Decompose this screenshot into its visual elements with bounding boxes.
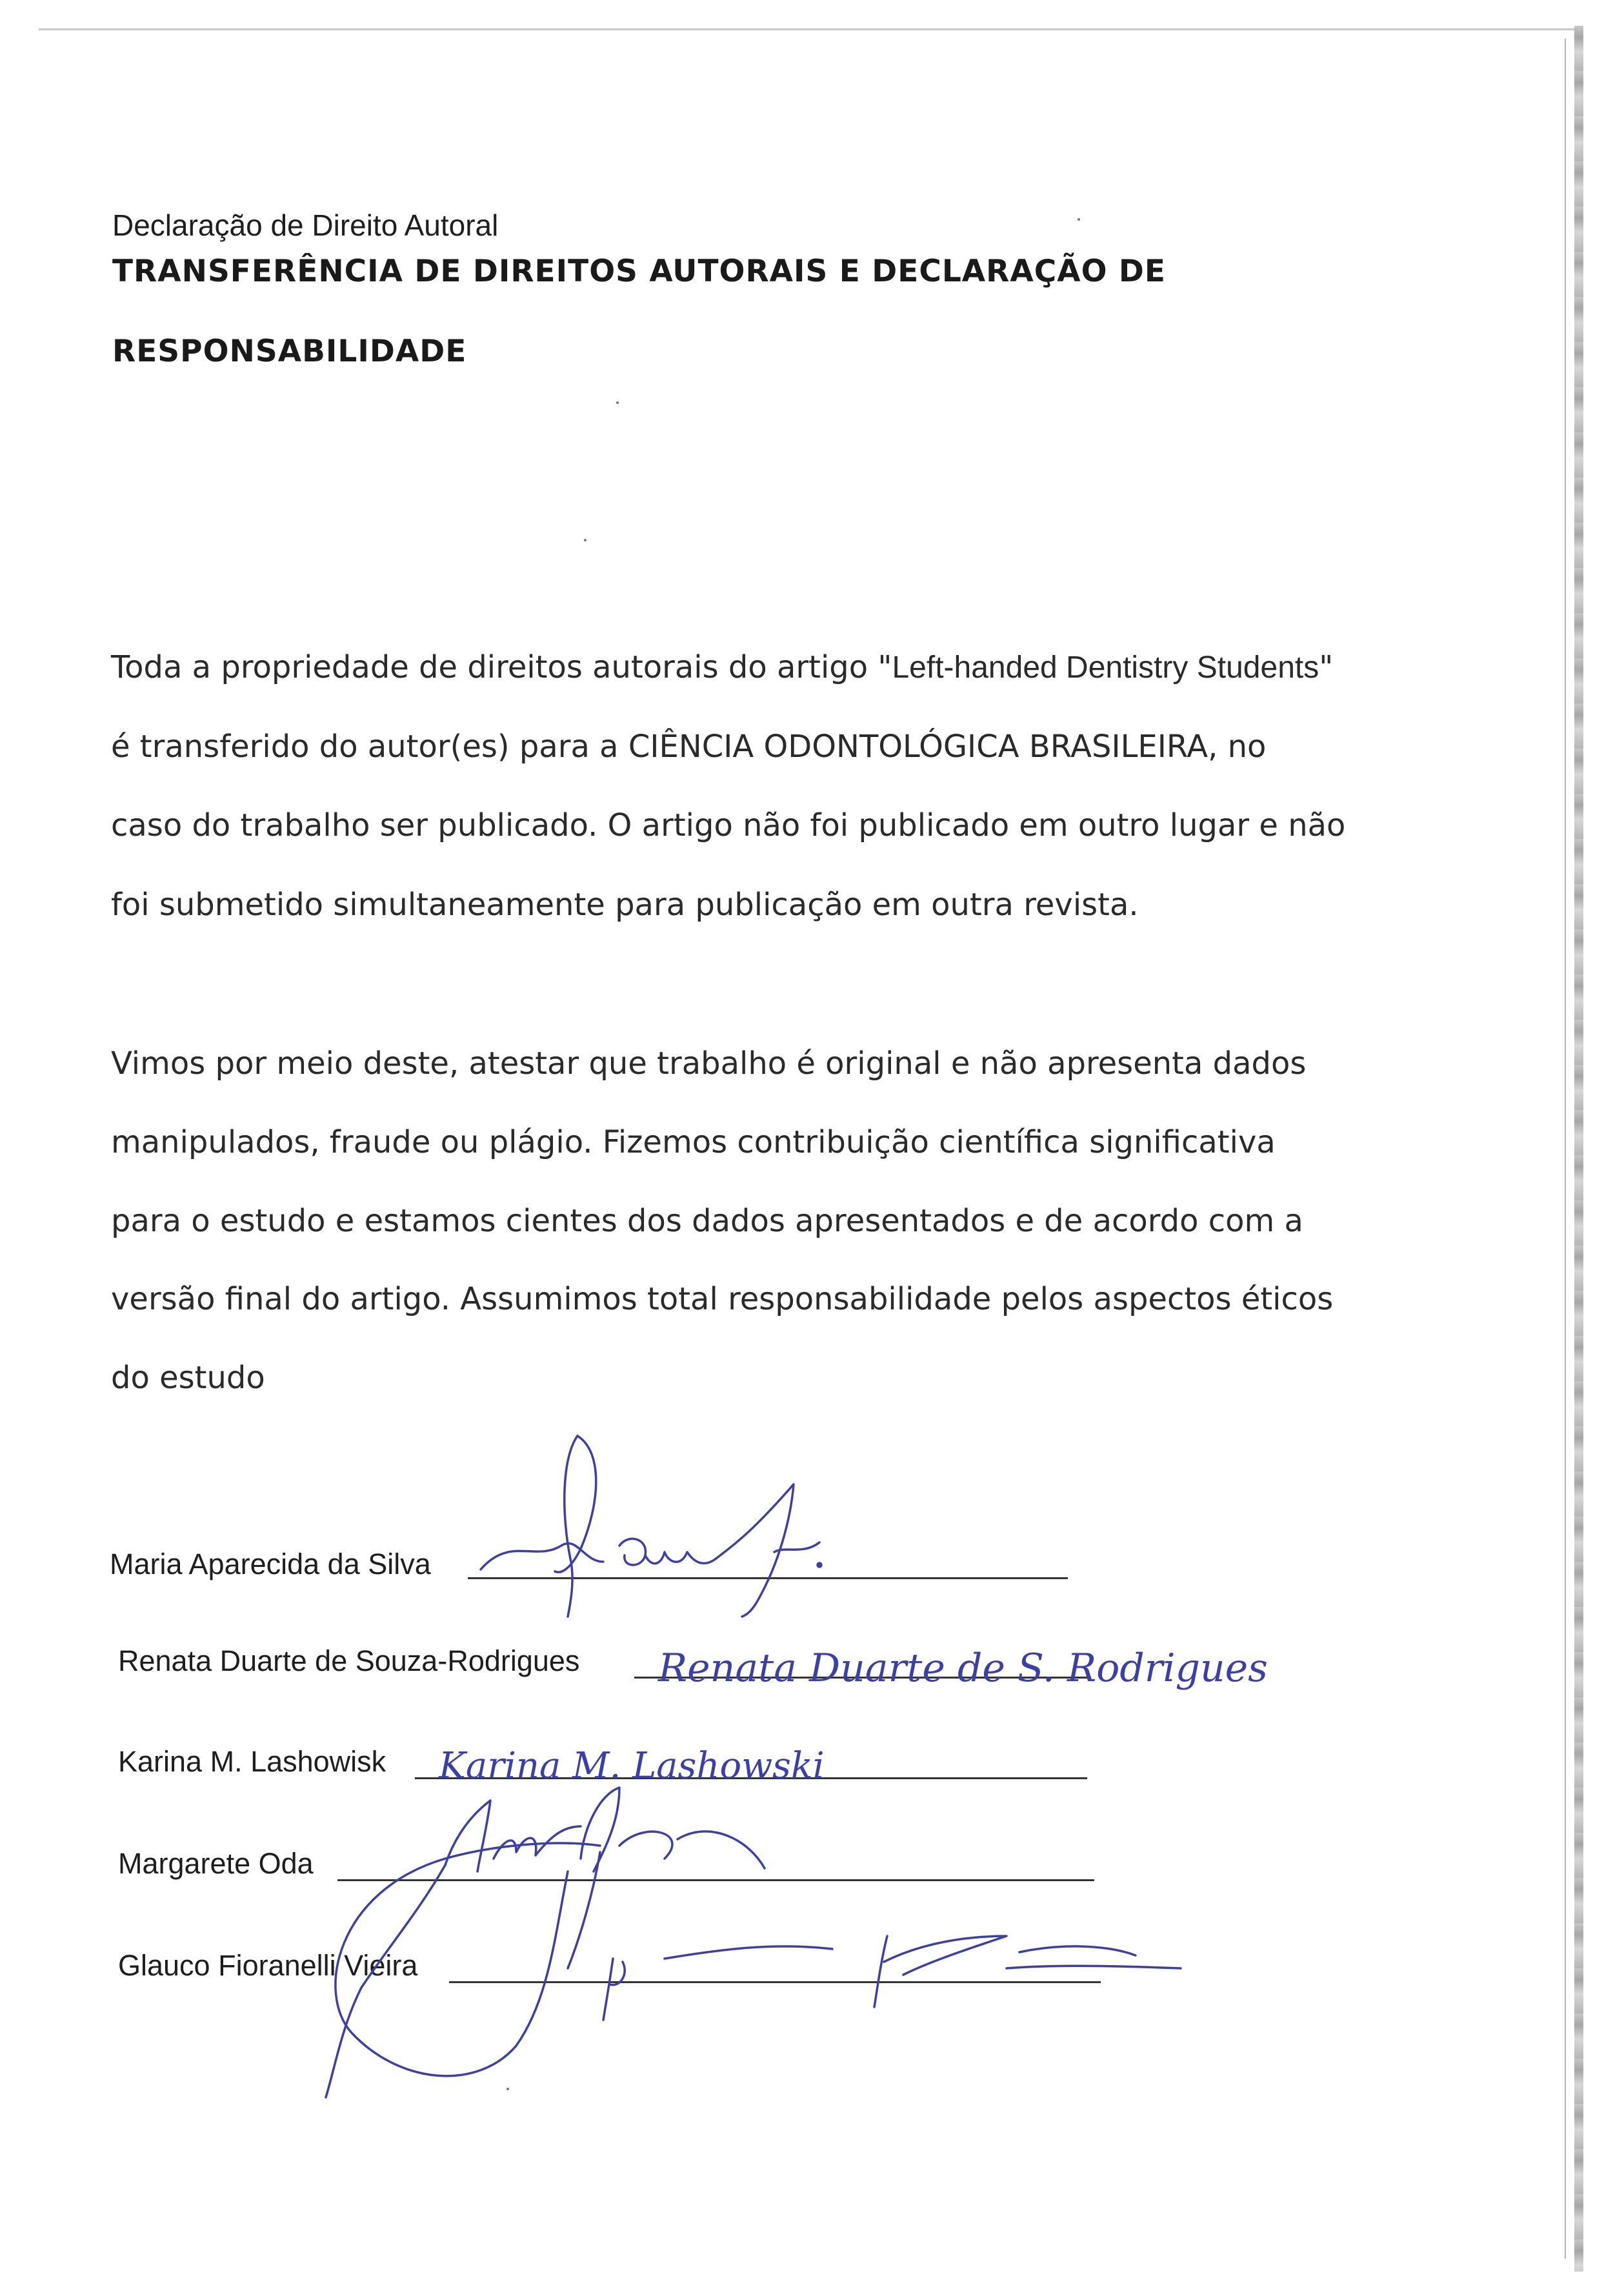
document-title-line-2: RESPONSABILIDADE xyxy=(112,334,467,369)
paragraph-line: foi submetido simultaneamente para publicação em outra revista. xyxy=(111,887,1139,923)
scan-speck xyxy=(584,539,586,541)
signature-karina xyxy=(438,1745,825,1787)
scan-speck xyxy=(506,2088,509,2090)
signature-text: Renata Duarte de S. Rodrigues xyxy=(658,1646,1268,1691)
paragraph-line: versão final do artigo. Assumimos total responsabilidade pelos aspectos éticos xyxy=(111,1281,1334,1317)
signature-line xyxy=(415,1777,1087,1779)
signature-margarete xyxy=(445,1788,765,1968)
signature-glauco xyxy=(326,1843,1181,2097)
paragraph-text: Toda a propriedade de direitos autorais do artigo " xyxy=(111,649,892,685)
scan-top-edge xyxy=(39,28,1574,30)
signatory-name: Glauco Fioranelli Vieira xyxy=(118,1949,418,1982)
signature-line xyxy=(449,1981,1101,1983)
article-title: Left-handed Dentistry Students xyxy=(892,651,1319,685)
scan-speck xyxy=(616,401,619,404)
signature-line xyxy=(337,1879,1094,1881)
signature-maria xyxy=(481,1436,821,1617)
signature-renata xyxy=(657,1646,1268,1691)
paragraph-line: caso do trabalho ser publicado. O artigo não foi publicado em outro lugar e não xyxy=(111,807,1346,843)
paragraph-line: para o estudo e estamos cientes dos dados apresentados e de acordo com a xyxy=(111,1203,1303,1239)
paragraph-line: é transferido do autor(es) para a CIÊNCIA ODONTOLÓGICA BRASILEIRA, no xyxy=(111,729,1267,765)
signature-line xyxy=(634,1677,1091,1679)
paragraph-line: Vimos por meio deste, atestar que trabalho é original e não apresenta dados xyxy=(111,1045,1307,1082)
signatory-name: Margarete Oda xyxy=(118,1847,314,1880)
document-title-line-1: TRANSFERÊNCIA DE DIREITOS AUTORAIS E DECLARAÇÃO DE xyxy=(112,254,1167,289)
paragraph-line xyxy=(111,649,1333,685)
signatory-name: Renata Duarte de Souza-Rodrigues xyxy=(118,1644,580,1677)
paragraph-line: manipulados, fraude ou plágio. Fizemos contribuição científica significativa xyxy=(111,1124,1276,1160)
scan-speck xyxy=(1078,218,1080,221)
paragraph-line: do estudo xyxy=(111,1360,265,1396)
signatory-name: Karina M. Lashowisk xyxy=(118,1745,386,1778)
signature-text: Karina M. Lashowski xyxy=(439,1745,825,1787)
signature-line xyxy=(468,1577,1068,1579)
scan-right-edge-line xyxy=(1565,39,1566,2259)
section-label: Declaração de Direito Autoral xyxy=(112,208,499,242)
paragraph-text: " xyxy=(1319,649,1334,685)
signatory-name: Maria Aparecida da Silva xyxy=(110,1548,431,1580)
scan-right-edge-shadow xyxy=(1574,26,1583,2272)
